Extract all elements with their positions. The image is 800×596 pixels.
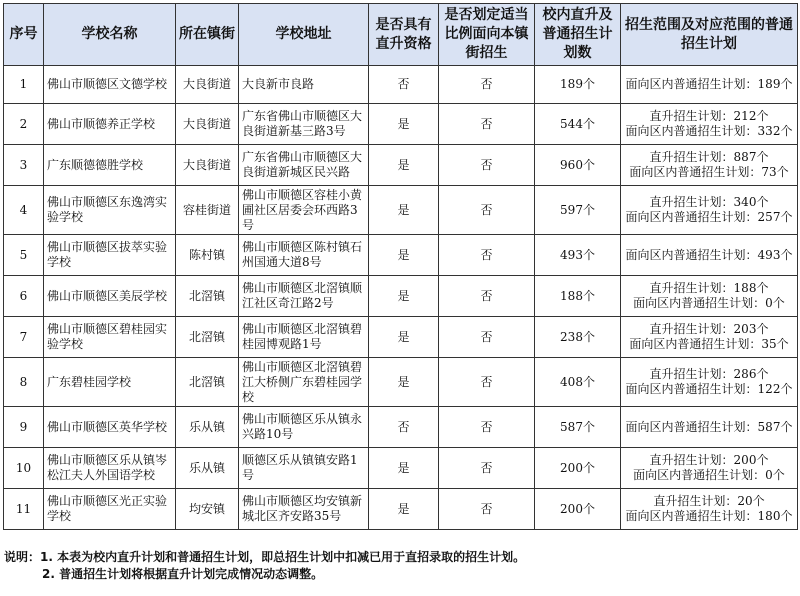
cell-plan-count: 597个 [535, 186, 621, 235]
header-no: 序号 [4, 4, 44, 66]
cell-school-name: 佛山市顺德区美辰学校 [44, 276, 176, 317]
cell-direct-qualification: 否 [369, 407, 439, 448]
cell-address: 顺德区乐从镇镇安路1号 [239, 448, 369, 489]
plan-line-1: 直升招生计划：212个 [649, 109, 769, 123]
cell-school-name: 广东碧桂园学校 [44, 358, 176, 407]
header-school-name: 学校名称 [44, 4, 176, 66]
table-body [4, 66, 798, 530]
cell-address: 大良新市良路 [239, 66, 369, 104]
cell-school-name: 广东顺德德胜学校 [44, 145, 176, 186]
cell-town: 陈村镇 [176, 235, 239, 276]
cell-town: 北滘镇 [176, 358, 239, 407]
header-local-quota: 是否划定适当比例面向本镇街招生 [439, 4, 535, 66]
cell-school-name: 佛山市顺德区英华学校 [44, 407, 176, 448]
plan-line-2: 面向区内普通招生计划：0个 [633, 468, 785, 482]
cell-plan-count: 200个 [535, 489, 621, 530]
enrollment-table [3, 3, 798, 530]
cell-direct-qualification: 是 [369, 317, 439, 358]
plan-line-2: 面向区内普通招生计划：332个 [625, 124, 793, 138]
cell-address: 佛山市顺德区容桂小黄圃社区居委会环西路3号 [239, 186, 369, 235]
note-line-2: 2. 普通招生计划将根据直升计划完成情况动态调整。 [42, 567, 324, 581]
plan-line-2: 面向区内普通招生计划：122个 [625, 382, 793, 396]
cell-school-name: 佛山市顺德区文德学校 [44, 66, 176, 104]
header-enrollment-scope: 招生范围及对应范围的普通招生计划 [621, 4, 798, 66]
cell-no: 9 [4, 407, 44, 448]
cell-direct-qualification: 是 [369, 145, 439, 186]
note-line-1: 说明：1. 本表为校内直升计划和普通招生计划，即总招生计划中扣减已用于直招录取的招生计划。 [4, 550, 526, 564]
cell-no: 11 [4, 489, 44, 530]
cell-local-quota: 否 [439, 317, 535, 358]
cell-plan-count: 408个 [535, 358, 621, 407]
plan-line-1: 面向区内普通招生计划：493个 [625, 247, 793, 262]
cell-no: 7 [4, 317, 44, 358]
cell-enrollment-scope [621, 489, 798, 530]
cell-no: 2 [4, 104, 44, 145]
cell-direct-qualification: 是 [369, 276, 439, 317]
cell-address: 佛山市顺德区均安镇新城北区齐安路35号 [239, 489, 369, 530]
cell-plan-count: 544个 [535, 104, 621, 145]
table-row [4, 186, 798, 235]
header-direct-qualification: 是否具有直升资格 [369, 4, 439, 66]
cell-address: 佛山市顺德区北滘镇碧江大桥侧广东碧桂园学校 [239, 358, 369, 407]
cell-no: 4 [4, 186, 44, 235]
cell-direct-qualification: 是 [369, 235, 439, 276]
cell-school-name: 佛山市顺德区碧桂园实验学校 [44, 317, 176, 358]
cell-address: 广东省佛山市顺德区大良街道新基三路3号 [239, 104, 369, 145]
cell-local-quota: 否 [439, 186, 535, 235]
cell-address: 佛山市顺德区乐从镇永兴路10号 [239, 407, 369, 448]
plan-line-2: 面向区内普通招生计划：257个 [625, 210, 793, 224]
notes [4, 549, 796, 583]
plan-line-1: 直升招生计划：200个 [649, 453, 769, 467]
cell-local-quota: 否 [439, 66, 535, 104]
cell-enrollment-scope [621, 407, 798, 448]
cell-direct-qualification: 是 [369, 358, 439, 407]
plan-line-2: 面向区内普通招生计划：180个 [625, 509, 793, 523]
cell-no: 3 [4, 145, 44, 186]
cell-enrollment-scope [621, 317, 798, 358]
plan-line-1: 直升招生计划：286个 [649, 367, 769, 381]
cell-local-quota: 否 [439, 145, 535, 186]
plan-line-1: 直升招生计划：188个 [649, 281, 769, 295]
cell-direct-qualification: 否 [369, 66, 439, 104]
table-row [4, 145, 798, 186]
plan-line-2: 面向区内普通招生计划：35个 [629, 337, 789, 351]
cell-enrollment-scope [621, 448, 798, 489]
cell-local-quota: 否 [439, 448, 535, 489]
cell-plan-count: 188个 [535, 276, 621, 317]
cell-direct-qualification: 是 [369, 104, 439, 145]
cell-direct-qualification: 是 [369, 448, 439, 489]
cell-address: 佛山市顺德区北滘镇顺江社区奇江路2号 [239, 276, 369, 317]
cell-town: 乐从镇 [176, 407, 239, 448]
cell-plan-count: 587个 [535, 407, 621, 448]
cell-local-quota: 否 [439, 104, 535, 145]
cell-local-quota: 否 [439, 489, 535, 530]
header-town: 所在镇街 [176, 4, 239, 66]
cell-no: 5 [4, 235, 44, 276]
cell-school-name: 佛山市顺德区东逸湾实验学校 [44, 186, 176, 235]
cell-plan-count: 493个 [535, 235, 621, 276]
cell-address: 广东省佛山市顺德区大良街道新城区民兴路 [239, 145, 369, 186]
cell-school-name: 佛山市顺德区拔萃实验学校 [44, 235, 176, 276]
plan-line-2: 面向区内普通招生计划：73个 [629, 165, 789, 179]
table-row [4, 66, 798, 104]
plan-line-2: 面向区内普通招生计划：0个 [633, 296, 785, 310]
cell-local-quota: 否 [439, 358, 535, 407]
table-row [4, 448, 798, 489]
cell-enrollment-scope [621, 235, 798, 276]
cell-town: 北滘镇 [176, 317, 239, 358]
cell-plan-count: 960个 [535, 145, 621, 186]
plan-line-1: 直升招生计划：887个 [649, 150, 769, 164]
table-header-row [4, 4, 798, 66]
cell-plan-count: 200个 [535, 448, 621, 489]
cell-plan-count: 238个 [535, 317, 621, 358]
table-row [4, 358, 798, 407]
cell-enrollment-scope [621, 145, 798, 186]
cell-town: 大良街道 [176, 104, 239, 145]
cell-school-name: 佛山市顺德区光正实验学校 [44, 489, 176, 530]
plan-line-1: 面向区内普通招生计划：587个 [625, 419, 793, 434]
cell-local-quota: 否 [439, 407, 535, 448]
cell-town: 大良街道 [176, 145, 239, 186]
cell-town: 乐从镇 [176, 448, 239, 489]
table-row [4, 235, 798, 276]
table-row [4, 489, 798, 530]
header-address: 学校地址 [239, 4, 369, 66]
cell-no: 1 [4, 66, 44, 104]
cell-direct-qualification: 是 [369, 489, 439, 530]
table-row [4, 104, 798, 145]
cell-address: 佛山市顺德区北滘镇碧桂园博观路1号 [239, 317, 369, 358]
cell-no: 6 [4, 276, 44, 317]
cell-enrollment-scope [621, 66, 798, 104]
table-row [4, 407, 798, 448]
table-row [4, 317, 798, 358]
cell-enrollment-scope [621, 276, 798, 317]
cell-plan-count: 189个 [535, 66, 621, 104]
table-row [4, 276, 798, 317]
cell-town: 大良街道 [176, 66, 239, 104]
cell-no: 10 [4, 448, 44, 489]
plan-line-1: 直升招生计划：340个 [649, 195, 769, 209]
plan-line-1: 直升招生计划：203个 [649, 322, 769, 336]
plan-line-1: 直升招生计划：20个 [653, 494, 765, 508]
cell-no: 8 [4, 358, 44, 407]
cell-town: 均安镇 [176, 489, 239, 530]
cell-school-name: 佛山市顺德区乐从镇岑松江夫人外国语学校 [44, 448, 176, 489]
plan-line-1: 面向区内普通招生计划：189个 [625, 77, 793, 91]
header-plan-count: 校内直升及普通招生计划数 [535, 4, 621, 66]
cell-local-quota: 否 [439, 276, 535, 317]
cell-school-name: 佛山市顺德养正学校 [44, 104, 176, 145]
cell-direct-qualification: 是 [369, 186, 439, 235]
cell-address: 佛山市顺德区陈村镇石州国通大道8号 [239, 235, 369, 276]
cell-local-quota: 否 [439, 235, 535, 276]
cell-enrollment-scope [621, 104, 798, 145]
cell-town: 容桂街道 [176, 186, 239, 235]
cell-enrollment-scope [621, 186, 798, 235]
cell-enrollment-scope [621, 358, 798, 407]
cell-town: 北滘镇 [176, 276, 239, 317]
